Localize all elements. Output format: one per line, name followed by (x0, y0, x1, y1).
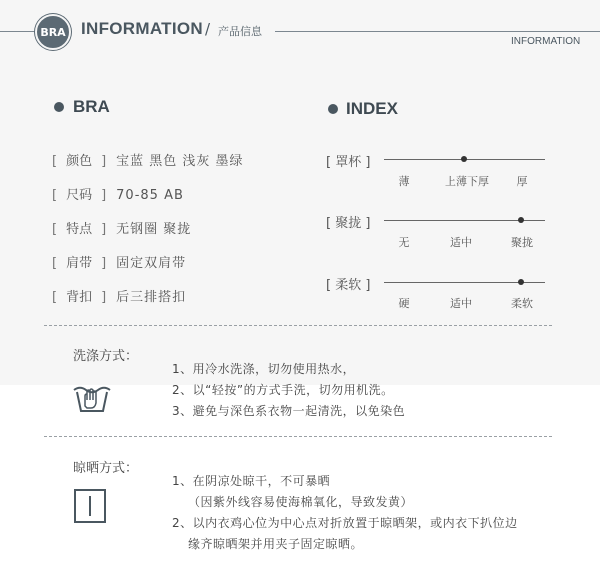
index-label-text: 柔软 (335, 278, 362, 293)
spec-row-clasp: [ 背扣 ] 后三排搭扣 (52, 286, 186, 305)
wash-line: 2、以“轻按”的方式手洗，切勿用机洗。 (172, 383, 394, 397)
header-rule-right (275, 31, 600, 32)
index-tick: 适中 (450, 297, 472, 310)
header-slash: / (205, 20, 211, 38)
index-label-softness: [ 柔软 ] (326, 278, 371, 293)
dry-title: 晾晒方式： (73, 461, 139, 476)
spec-row-feature: [ 特点 ] 无钢圈 聚拢 (52, 218, 191, 237)
index-label-cup: [ 罩杯 ] (326, 155, 371, 170)
spec-row-strap: [ 肩带 ] 固定双肩带 (52, 252, 186, 271)
spec-key: 肩带 (66, 256, 93, 271)
wash-title: 洗涤方式： (73, 349, 139, 364)
header-right-label: INFORMATION (511, 36, 581, 47)
header-badge: BRA (35, 14, 71, 50)
index-label-pushup: [ 聚拢 ] (326, 216, 371, 231)
index-tick: 聚拢 (511, 236, 533, 249)
spec-value: 固定双肩带 (116, 256, 187, 271)
spec-key: 尺码 (66, 188, 93, 203)
dry-line: 2、以内衣鸡心位为中心点对折放置于晾晒架，或内衣下扒位边 (172, 516, 518, 530)
spec-row-size: [ 尺码 ] 70-85 AB (52, 184, 184, 203)
index-tick: 适中 (450, 236, 472, 249)
index-label-text: 聚拢 (335, 216, 362, 231)
header-title: INFORMATION (81, 19, 203, 38)
dry-line: （因紫外线容易使海棉氧化，导致发黄） (188, 495, 414, 509)
index-tick: 无 (398, 236, 410, 249)
separator (44, 436, 552, 437)
dry-line: 缘齐晾晒架并用夹子固定晾晒。 (188, 537, 364, 551)
spec-key: 颜色 (66, 154, 93, 169)
index-tick: 硬 (398, 297, 410, 310)
separator (44, 325, 552, 326)
index-level-dot (518, 279, 524, 285)
index-bullet-icon (328, 104, 338, 114)
index-label-text: 罩杯 (335, 155, 362, 170)
spec-key: 背扣 (66, 290, 93, 305)
index-level-dot (518, 217, 524, 223)
line-dry-icon (74, 489, 106, 523)
index-tick: 厚 (516, 175, 528, 188)
spec-row-color: [ 颜色 ] 宝蓝 黑色 浅灰 墨绿 (52, 150, 244, 169)
spec-key: 特点 (66, 222, 93, 237)
header-rule-left (0, 31, 35, 32)
header-subtitle: 产品信息 (218, 25, 262, 38)
wash-line: 1、用冷水洗涤，切勿使用热水， (172, 362, 356, 376)
index-level-dot (461, 156, 467, 162)
dry-line: 1、在阴凉处晾干，不可暴晒 (172, 474, 331, 488)
spec-value: 无钢圈 聚拢 (116, 222, 192, 237)
index-tick: 上薄下厚 (445, 175, 489, 188)
bra-bullet-icon (54, 102, 64, 112)
spec-value: 宝蓝 黑色 浅灰 墨绿 (116, 154, 244, 169)
spec-value: 70-85 AB (116, 188, 184, 203)
bra-section-title: BRA (73, 97, 110, 116)
index-tick: 薄 (398, 175, 410, 188)
spec-value: 后三排搭扣 (116, 290, 187, 305)
wash-line: 3、避免与深色系衣物一起清洗，以免染色 (172, 404, 406, 418)
index-section-title: INDEX (346, 99, 398, 118)
index-tick: 柔软 (511, 297, 533, 310)
hand-wash-icon (72, 378, 112, 414)
